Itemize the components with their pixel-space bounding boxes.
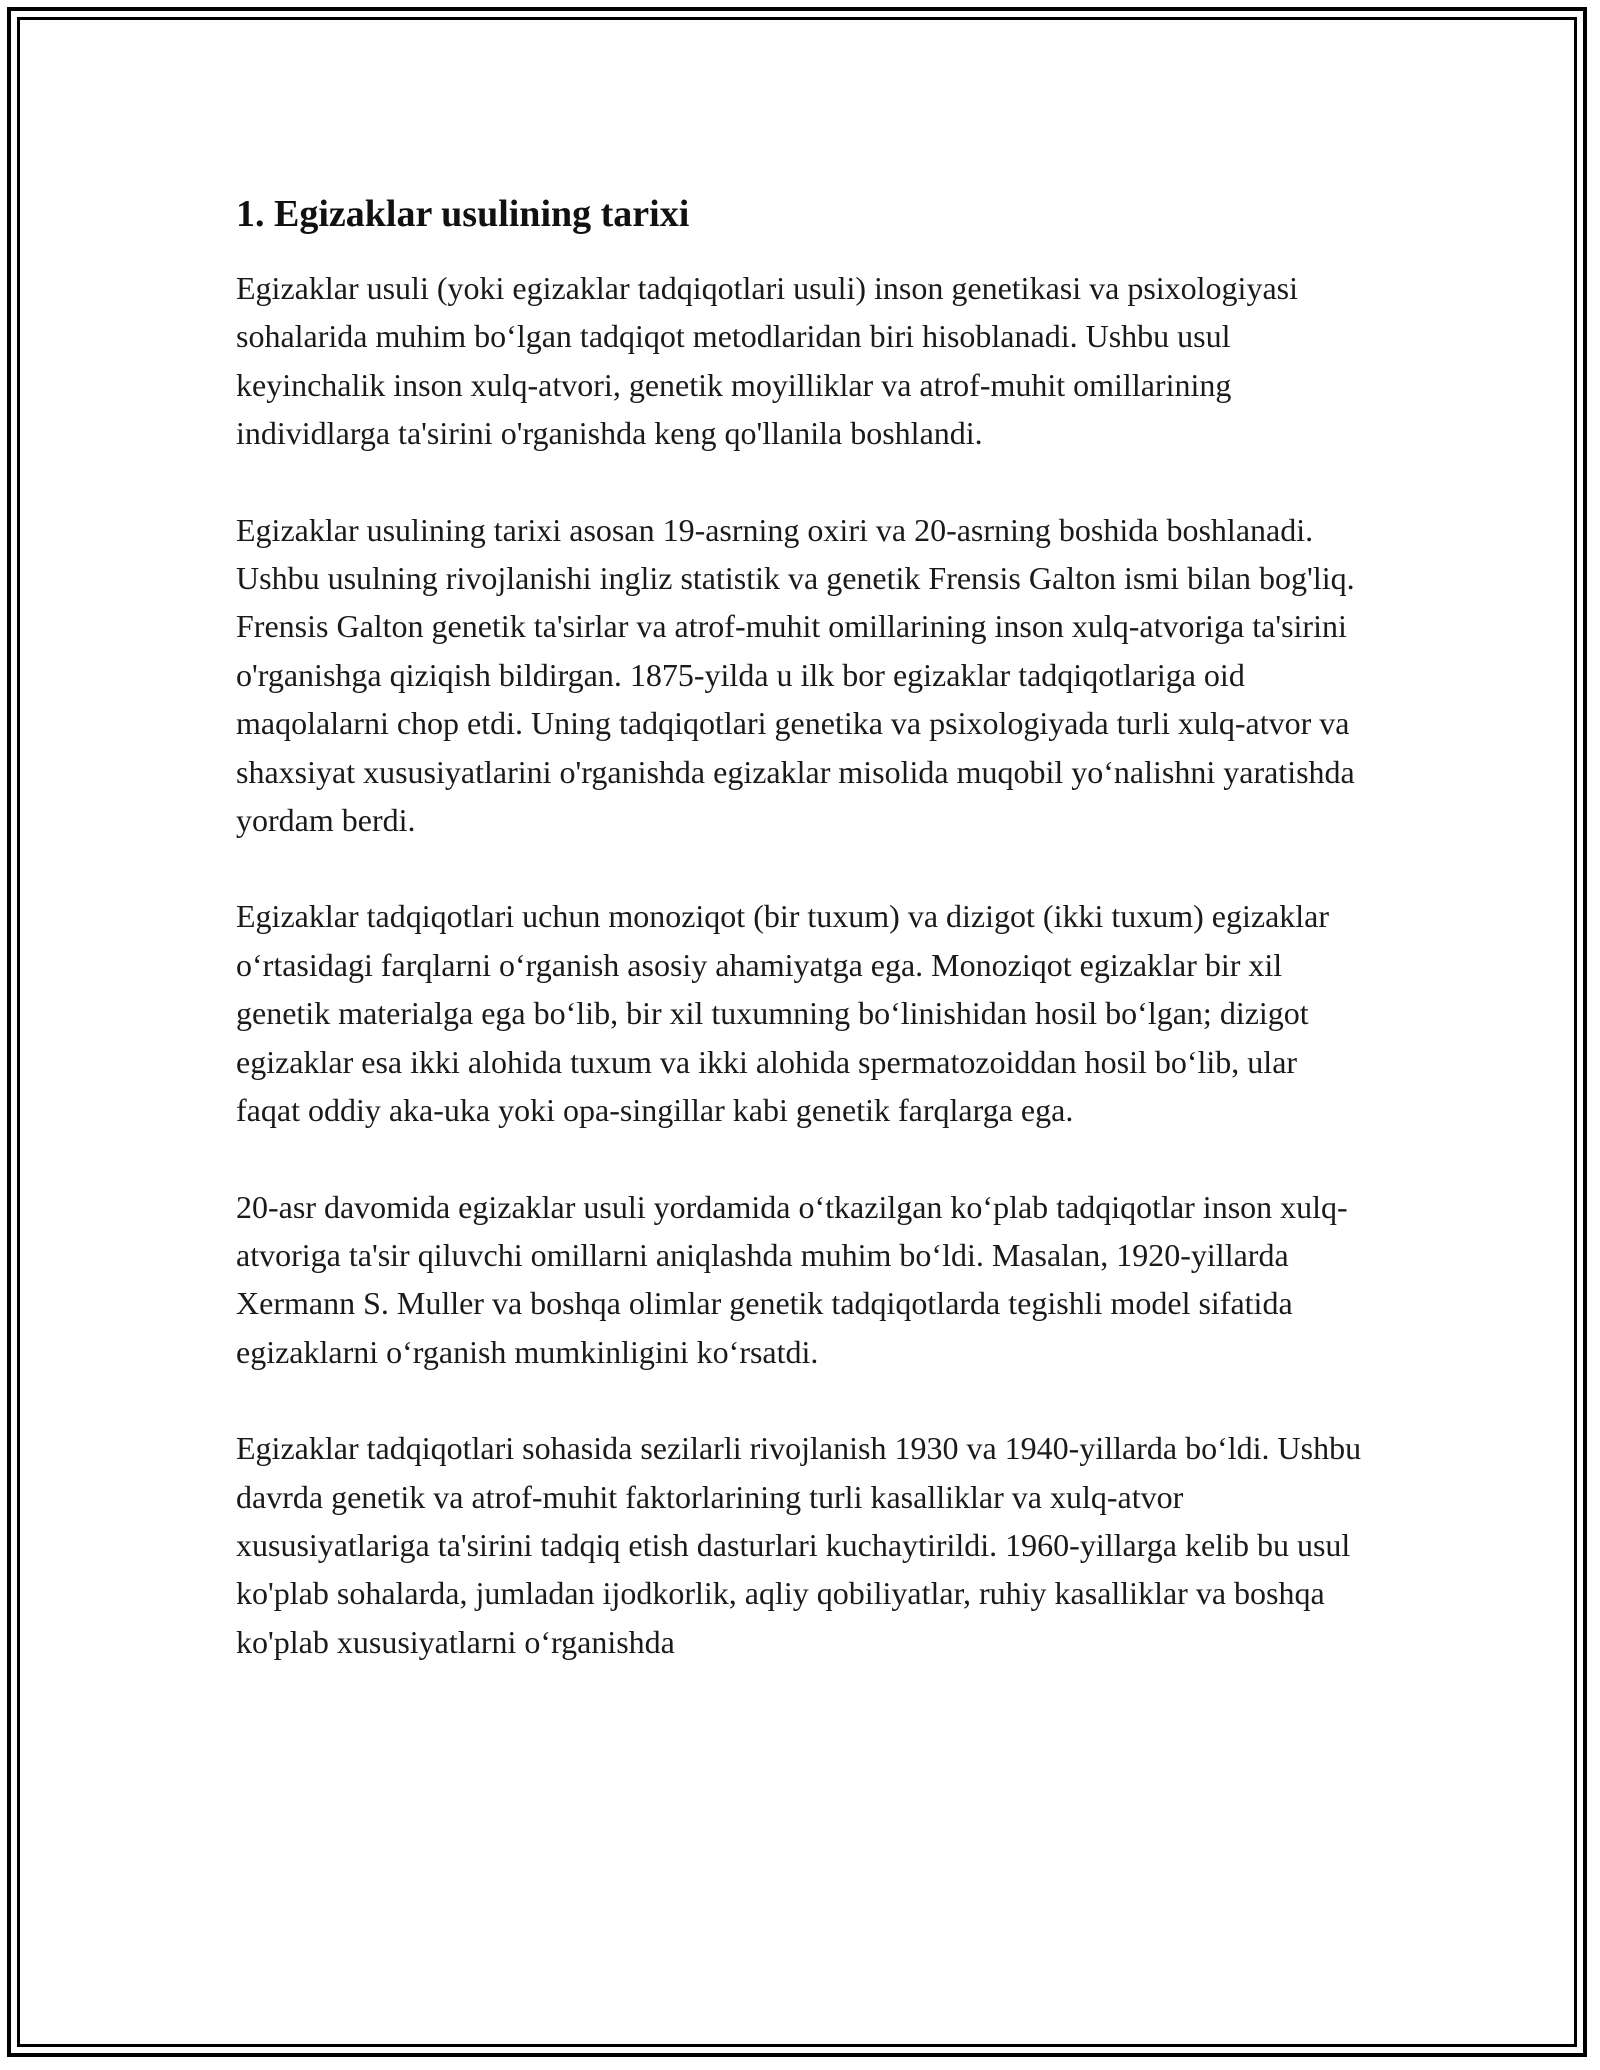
section-heading: 1. Egizaklar usulining tarixi xyxy=(236,193,690,235)
document-body xyxy=(236,186,1366,1714)
paragraph-4: 20-asr davomida egizaklar usuli yordamida oʻtkazilgan koʻplab tadqiqotlar inson xulq-atvoriga ta'sir qiluvchi omillarni aniqlashda muhim boʻldi. Masalan, 1920-yillarda Xermann S. Muller va boshqa olimlar genetik tadqiqotlarda tegishli model sifatida egizaklarni oʻrganish mumkinligini koʻrsatdi. xyxy=(236,1188,1348,1370)
paragraph-1: Egizaklar usuli (yoki egizaklar tadqiqotlari usuli) inson genetikasi va psixologiyasi sohalarida muhim boʻlgan tadqiqot metodlaridan biri hisoblanadi. Ushbu usul keyinchalik inson xulq-atvori, genetik moyilliklar va atrof-muhit omillarining individlarga ta'sirini o'rganishda keng qo'llanila boshlandi. xyxy=(236,270,1298,452)
paragraph-2: Egizaklar usulining tarixi asosan 19-asrning oxiri va 20-asrning boshida boshlanadi. Ushbu usulning rivojlanishi ingliz statistik va genetik Frensis Galton ismi bilan bog'liq. Frensis Galton genetik ta'sirlar va atrof-muhit omillarining inson xulq-atvoriga ta'sirini o'rganishga qiziqish bildirgan. 1875-yilda u ilk bor egizaklar tadqiqotlariga oid maqolalarni chop etdi. Uning tadqiqotlari genetika va psixologiyada turli xulq-atvor va shaxsiyat xususiyatlarini o'rganishda egizaklar misolida muqobil yoʻnalishni yaratishda yordam berdi. xyxy=(236,511,1355,839)
paragraph-5: Egizaklar tadqiqotlari sohasida sezilarli rivojlanish 1930 va 1940-yillarda boʻldi. Ushbu davrda genetik va atrof-muhit faktorlarining turli kasalliklar va xulq-atvor xususiyatlariga ta'sirini tadqiq etish dasturlari kuchaytirildi. 1960-yillarga kelib bu usul ko'plab sohalarda, jumladan ijodkorlik, aqliy qobiliyatlar, ruhiy kasalliklar va boshqa ko'plab xususiyatlarni oʻrganishda xyxy=(236,1430,1362,1660)
paragraph-3: Egizaklar tadqiqotlari uchun monoziqot (bir tuxum) va dizigot (ikki tuxum) egizaklar oʻrtasidagi farqlarni oʻrganish asosiy ahamiyatga ega. Monoziqot egizaklar bir xil genetik materialga ega boʻlib, bir xil tuxumning boʻlinishidan hosil boʻlgan; dizigot egizaklar esa ikki alohida tuxum va ikki alohida spermatozoiddan hosil boʻlib, ular faqat oddiy aka-uka yoki opa-singillar kabi genetik farqlarga ega. xyxy=(236,898,1330,1129)
